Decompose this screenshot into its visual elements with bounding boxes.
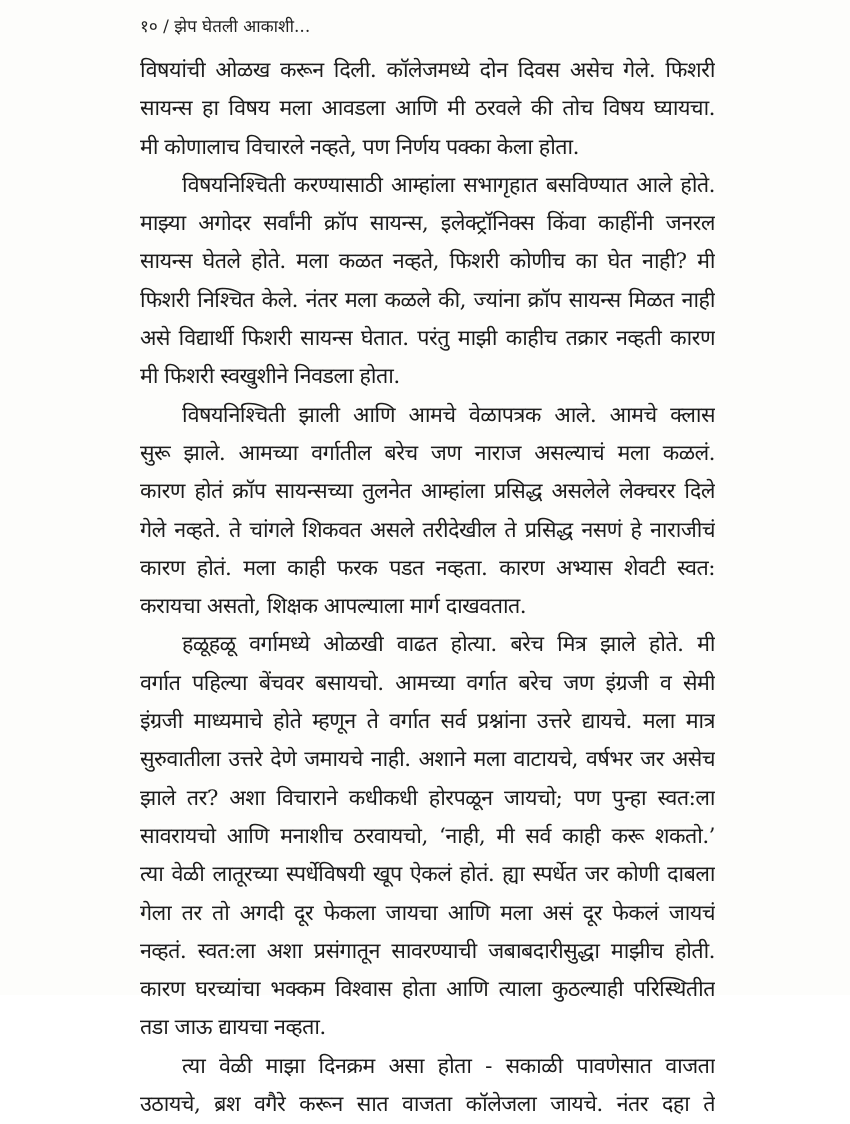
text-line: सावरायचो आणि मनाशीच ठरवायचो, ‘नाही, मी सर्व काही करू शकतो.’ (140, 823, 715, 849)
text-line: तडा जाऊ द्यायचा नव्हता. (140, 1015, 326, 1041)
paragraph-5 (140, 1048, 715, 1124)
paragraph-4 (140, 626, 715, 1047)
text-line: वर्गात पहिल्या बेंचवर बसायचो. आमच्या वर्गात बरेच जण इंग्रजी व सेमी (140, 670, 715, 696)
paragraph-3 (140, 397, 715, 627)
text-line: विषयनिश्चिती झाली आणि आमचे वेळापत्रक आले. आमचे क्लास (182, 402, 715, 428)
book-title: झेप घेतली आकाशी... (174, 17, 311, 37)
text-line: माझ्या अगोदर सर्वांनी क्रॉप सायन्स, इलेक्ट्रॉनिक्स किंवा काहींनी जनरल (140, 211, 715, 237)
text-line: सुरुवातीला उत्तरे देणे जमायचे नाही. अशाने मला वाटायचे, वर्षभर जर असेच (140, 747, 715, 773)
text-line: विषयांची ओळख करून दिली. कॉलेजमध्ये दोन दिवस असेच गेले. फिशरी (140, 58, 715, 83)
text-line: कारण होतं क्रॉप सायन्सच्या तुलनेत आम्हांला प्रसिद्ध असलेले लेक्चरर दिले (140, 479, 715, 505)
text-line: सायन्स घेतले होते. मला कळत नव्हते, फिशरी कोणीच का घेत नाही? मी (140, 249, 715, 275)
text-line: सायन्स हा विषय मला आवडला आणि मी ठरवले की तोच विषय घ्यायचा. (140, 96, 715, 122)
text-line: त्या वेळी माझा दिनक्रम असा होता - सकाळी पावणेसात वाजता (182, 1053, 715, 1079)
header-separator: / (163, 17, 169, 37)
text-line: असे विद्यार्थी फिशरी सायन्स घेतात. परंतु माझी काहीच तक्रार नव्हती कारण (140, 326, 715, 352)
text-line: मी कोणालाच विचारले नव्हते, पण निर्णय पक्का केला होता. (140, 134, 579, 160)
text-line: झाले तर? अशा विचाराने कधीकधी होरपळून जायचो; पण पुन्हा स्वत:ला (140, 785, 715, 811)
page-number: १० (140, 17, 158, 37)
body-text (140, 52, 715, 1124)
text-line: गेला तर तो अगदी दूर फेकला जायचा आणि मला असं दूर फेकलं जायचं (140, 900, 715, 926)
text-line: मी फिशरी स्वखुशीने निवडला होता. (140, 364, 400, 390)
text-line: सुरू झाले. आमच्या वर्गातील बरेच जण नाराज असल्याचं मला कळलं. (140, 440, 715, 466)
text-line: कारण होतं. मला काही फरक पडत नव्हता. कारण अभ्यास शेवटी स्वत: (140, 555, 715, 581)
text-line: करायचा असतो, शिक्षक आपल्याला मार्ग दाखवतात. (140, 594, 527, 620)
text-line: उठायचे, ब्रश वगैरे करून सात वाजता कॉलेजला जायचे. नंतर दहा ते (140, 1092, 715, 1118)
running-header (140, 14, 310, 37)
text-line: हळूहळू वर्गामध्ये ओळखी वाढत होत्या. बरेच मित्र झाले होते. मी (182, 632, 715, 658)
paragraph-1 (140, 52, 715, 167)
text-line: नव्हतं. स्वत:ला अशा प्रसंगातून सावरण्याची जबाबदारीसुद्धा माझीच होती. (140, 938, 715, 964)
text-line: इंग्रजी माध्यमाचे होते म्हणून ते वर्गात सर्व प्रश्नांना उत्तरे द्यायचे. मला मात्र (140, 709, 715, 735)
text-line: विषयनिश्चिती करण्यासाठी आम्हांला सभागृहात बसविण्यात आले होते. (182, 172, 715, 198)
text-line: फिशरी निश्चित केले. नंतर मला कळले की, ज्यांना क्रॉप सायन्स मिळत नाही (140, 287, 715, 313)
text-line: कारण घरच्यांचा भक्कम विश्वास होता आणि त्याला कुठल्याही परिस्थितीत (140, 977, 715, 1003)
text-line: गेले नव्हते. ते चांगले शिकवत असले तरीदेखील ते प्रसिद्ध नसणं हे नाराजीचं (140, 517, 715, 543)
text-line: त्या वेळी लातूरच्या स्पर्धेविषयी खूप ऐकलं होतं. ह्या स्पर्धेत जर कोणी दाबला (140, 862, 715, 888)
paragraph-2 (140, 167, 715, 397)
